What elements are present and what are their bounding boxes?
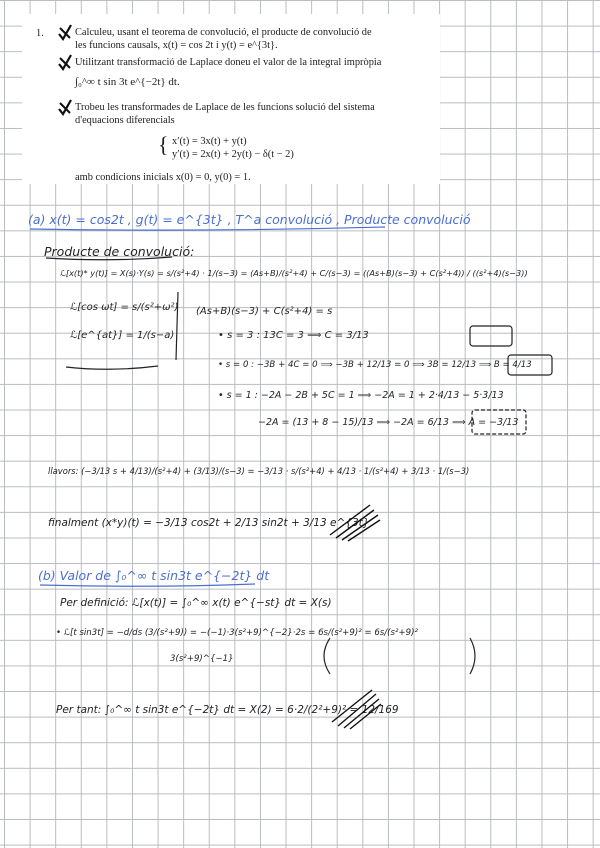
item3-line1: Trobeu les transformades de Laplace de les funcions solució del sistema [75, 102, 375, 113]
finalment-result: finalment (x*y)(t) = −3/13 cos2t + 2/13 sin2t + 3/13 e^{3t} [48, 517, 370, 529]
solution-a-header: (a) x(t) = cos2t , g(t) = e^{3t} , T^a convolució , Producte convolució [28, 212, 471, 227]
paren-right [470, 638, 475, 674]
case-s-equals-0: • s = 0 : −3B + 4C = 0 ⟹ −3B + 12/13 = 0 ⟹ 3B = 12/13 ⟹ B = 4/13 [218, 360, 532, 370]
derivative-step: • ℒ[t sin3t] = −d/ds (3/(s²+9)) = −(−1)·3(s²+9)^{−2}·2s = 6s/(s²+9)² = 6s/(s²+9)² [56, 628, 418, 638]
item1-line2: les funcions causals, x(t) = cos 2t i y(t) = e^{3t}. [75, 40, 278, 51]
exercise-number: 1. [36, 28, 44, 39]
header-b-underline [40, 584, 255, 586]
table-underline [66, 366, 158, 369]
item2-line1: Utilitzant transformació de Laplace doneu el valor de la integral impròpia [75, 57, 382, 68]
case-s-equals-1-result: −2A = (13 + 8 − 15)/13 ⟹ −2A = 6/13 ⟹ A = −3/13 [258, 417, 519, 428]
check-mark-icon [57, 23, 73, 41]
solution-a-subheader: Producte de convolució: [44, 244, 195, 259]
problem-statement [22, 14, 440, 184]
paren-left [324, 638, 330, 674]
derivative-note: 3(s²+9)^{−1} [170, 654, 234, 664]
item2-integral: ∫₀^∞ t sin 3t e^{−2t} dt. [75, 76, 180, 88]
item1-line1: Calculeu, usant el teorema de convolució, el producte de convolució de [75, 27, 372, 38]
item3-line2: d'equacions diferencials [75, 115, 175, 126]
llavors-decomposition: llavors: (−3/13 s + 4/13)/(s²+4) + (3/13)/(s−3) = −3/13 · s/(s²+4) + 4/13 · 1/(s²+4) + 3/13 · 1/(s−3) [48, 466, 470, 476]
numerator-equation: (As+B)(s−3) + C(s²+4) = s [196, 306, 333, 317]
check-mark-icon [57, 98, 73, 116]
system-eq2: y′(t) = 2x(t) + 2y(t) − δ(t − 2) [172, 149, 294, 160]
initial-conditions: amb condicions inicials x(0) = 0, y(0) = 1. [75, 172, 251, 183]
system-eq1: x′(t) = 3x(t) + y(t) [172, 136, 247, 147]
case-s-equals-1: • s = 1 : −2A − 2B + 5C = 1 ⟹ −2A = 1 + 2·4/13 − 5·3/13 [218, 390, 504, 401]
laplace-table-exp: ℒ[e^{at}] = 1/(s−a) [70, 330, 175, 341]
solution-b-header: (b) Valor de ∫₀^∞ t sin3t e^{−2t} dt [38, 568, 270, 583]
check-mark-icon [57, 53, 73, 71]
laplace-definition: Per definició: ℒ[x(t)] = ∫₀^∞ x(t) e^{−st} dt = X(s) [60, 597, 332, 609]
box-c [470, 326, 512, 346]
case-s-equals-3: • s = 3 : 13C = 3 ⟹ C = 3/13 [218, 330, 369, 341]
convolution-transform: ℒ[x(t)* y(t)] = X(s)·Y(s) = s/(s²+4) · 1/(s−3) = (As+B)/(s²+4) + C/(s−3) = ((As+B)(s−3) + C(s²+4)) / ((s²+4)(s−3)) [60, 268, 528, 278]
laplace-table-cos: ℒ[cos ωt] = s/(s²+ω²) [70, 302, 179, 313]
system-brace: { [158, 132, 169, 157]
header-a-underline [30, 227, 385, 230]
final-integral-result: Per tant: ∫₀^∞ t sin3t e^{−2t} dt = X(2) = 6·2/(2²+9)² = 12/169 [56, 704, 399, 716]
